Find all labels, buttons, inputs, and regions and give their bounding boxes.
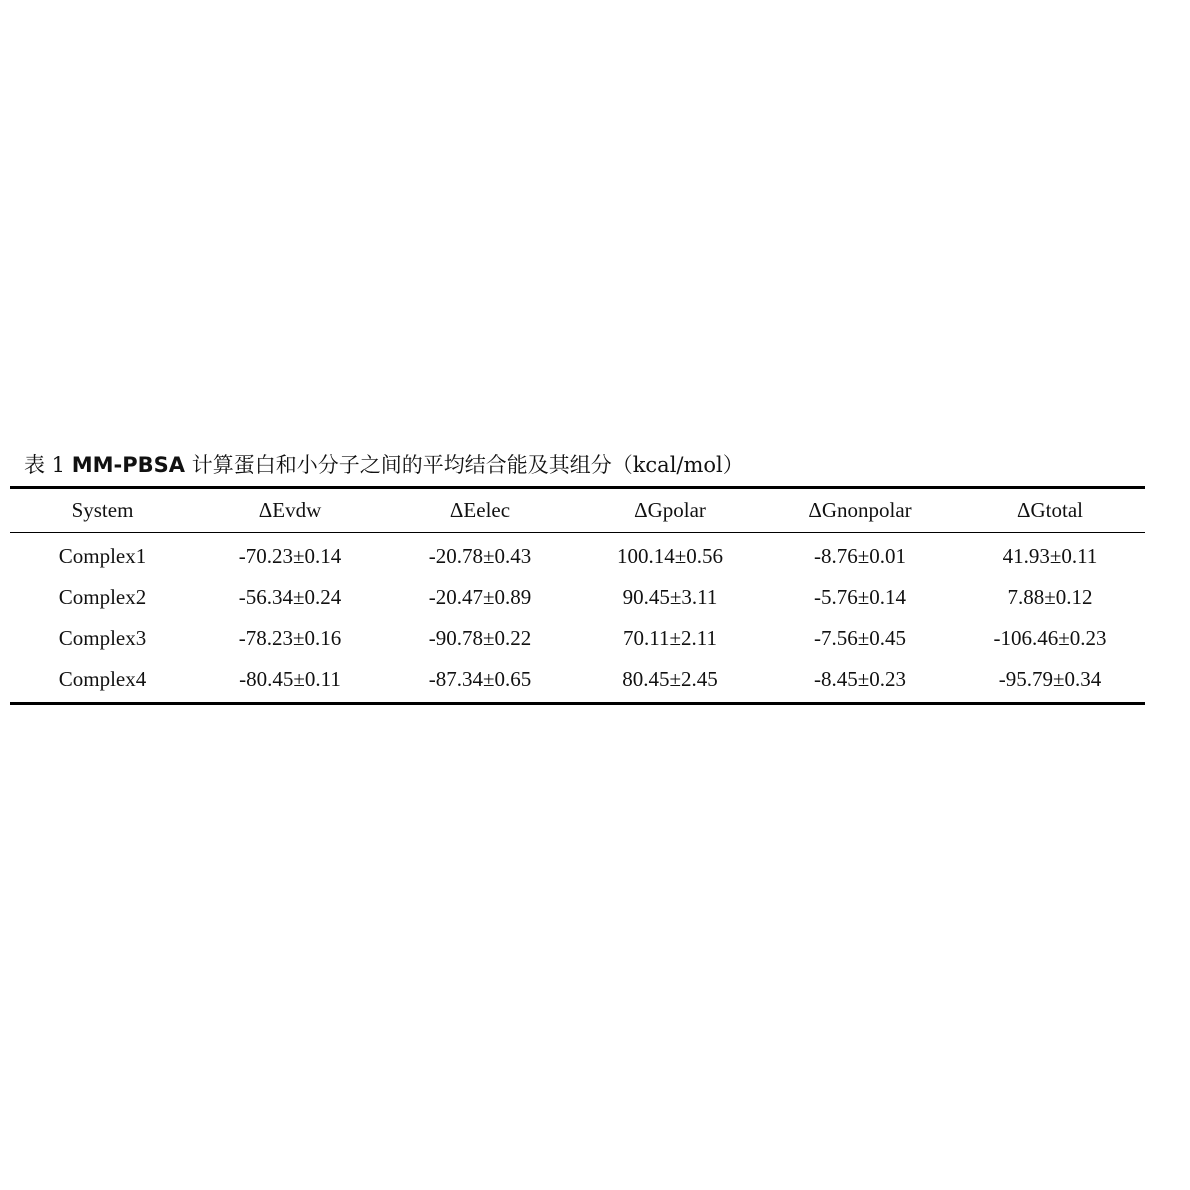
header-gpolar: ΔGpolar bbox=[634, 498, 706, 522]
header-gtotal: ΔGtotal bbox=[1017, 498, 1083, 522]
table-caption bbox=[24, 450, 744, 480]
table-row bbox=[10, 618, 1145, 659]
energy-table bbox=[10, 486, 1145, 705]
caption-description: 计算蛋白和小分子之间的平均结合能及其组分（kcal/mol） bbox=[185, 453, 744, 477]
header-eelec: ΔEelec bbox=[449, 498, 511, 522]
header-gnonpolar: ΔGnonpolar bbox=[808, 498, 912, 522]
table-cell: -20.78±0.43 bbox=[428, 544, 532, 568]
table-cell: 41.93±0.11 bbox=[1002, 544, 1098, 568]
table-cell: -56.34±0.24 bbox=[238, 585, 342, 609]
table-cell: -87.34±0.65 bbox=[428, 667, 532, 691]
table-cell: -5.76±0.14 bbox=[813, 585, 907, 609]
table-cell: -8.76±0.01 bbox=[813, 544, 907, 568]
table-cell: 90.45±3.11 bbox=[622, 585, 718, 609]
table-cell: -90.78±0.22 bbox=[428, 626, 532, 650]
caption-method: MM-PBSA bbox=[71, 453, 186, 477]
table-cell: -95.79±0.34 bbox=[998, 667, 1102, 691]
table-cell: 100.14±0.56 bbox=[616, 544, 724, 568]
table-cell: 80.45±2.45 bbox=[622, 667, 718, 691]
table-cell: 7.88±0.12 bbox=[1007, 585, 1093, 609]
table-row bbox=[10, 577, 1145, 618]
table-cell: 70.11±2.11 bbox=[623, 626, 717, 650]
header-evdw: ΔEvdw bbox=[258, 498, 322, 522]
table-cell: -20.47±0.89 bbox=[428, 585, 532, 609]
table-header-row bbox=[10, 488, 1145, 533]
table-row bbox=[10, 533, 1145, 578]
table-cell: Complex2 bbox=[58, 585, 147, 609]
table-cell: -70.23±0.14 bbox=[238, 544, 342, 568]
table-cell: Complex1 bbox=[58, 544, 147, 568]
table-cell: Complex3 bbox=[58, 626, 147, 650]
table-cell: -8.45±0.23 bbox=[813, 667, 907, 691]
header-system: System bbox=[71, 498, 134, 522]
caption-prefix: 表 1 bbox=[24, 453, 72, 477]
energy-table-container bbox=[10, 486, 1145, 705]
table-cell: -7.56±0.45 bbox=[813, 626, 907, 650]
table-cell: -78.23±0.16 bbox=[238, 626, 342, 650]
table-cell: Complex4 bbox=[58, 667, 147, 691]
table-cell: -80.45±0.11 bbox=[239, 667, 341, 691]
table-row bbox=[10, 659, 1145, 704]
table-cell: -106.46±0.23 bbox=[993, 626, 1107, 650]
